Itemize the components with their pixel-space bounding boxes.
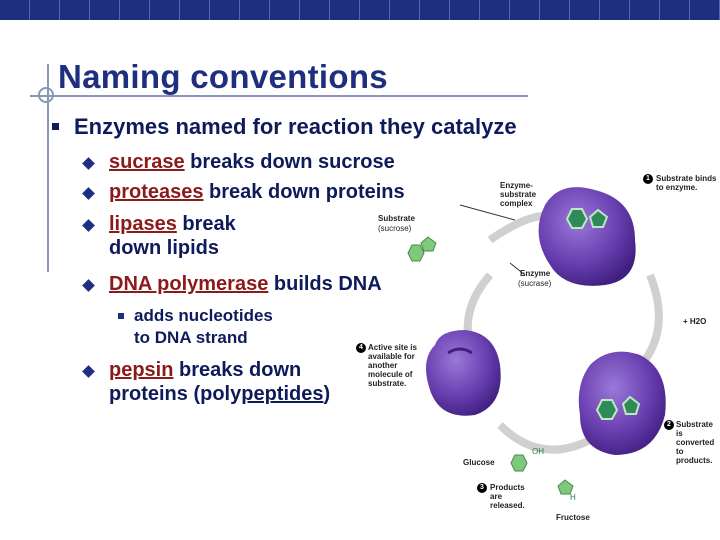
step3-label: Products are released. [490, 483, 525, 510]
item-text-line2: down lipids [109, 237, 219, 259]
item-text: break down proteins [203, 181, 405, 203]
cycle-arrow [645, 275, 659, 360]
water-label: + H2O [683, 317, 707, 326]
enzyme-name: sucrase [109, 151, 185, 173]
diamond-bullet-icon [82, 157, 95, 170]
step-number-badge: 4 [356, 343, 366, 353]
list-item [84, 272, 382, 296]
enzyme-name: proteases [109, 181, 204, 203]
sub-bullet-line1: adds nucleotides [134, 306, 273, 325]
enzyme-active-site-shape [426, 330, 501, 416]
glucose-hexagon-icon [567, 209, 587, 228]
item-text: breaks down [173, 359, 302, 381]
glucose-product-icon [597, 400, 617, 419]
sub-bullet [118, 305, 273, 349]
glucose-label: Glucose [463, 458, 495, 467]
enzyme-label: Enzyme [520, 269, 551, 278]
list-item [84, 212, 236, 260]
enzyme-products-shape [579, 352, 666, 455]
enzyme-sub-label: (sucrase) [518, 279, 552, 288]
crosshair-icon [38, 87, 54, 103]
diamond-bullet-icon [82, 279, 95, 292]
diamond-bullet-icon [82, 187, 95, 200]
item-text: builds DNA [268, 273, 382, 295]
item-text: breaks down sucrose [184, 151, 395, 173]
sub-bullet-line2: to DNA strand [134, 328, 248, 347]
square-bullet-icon [118, 313, 124, 319]
substrate-label: Substrate [378, 214, 415, 223]
diamond-bullet-icon [82, 365, 95, 378]
oh-label: OH [532, 447, 544, 456]
released-glucose-icon [511, 455, 527, 471]
diamond-bullet-icon [82, 219, 95, 232]
substrate-glucose-icon [408, 245, 424, 261]
released-fructose-icon [558, 480, 573, 494]
step-number-badge: 3 [477, 483, 487, 493]
step1-label: Substrate binds to enzyme. [656, 174, 717, 192]
main-bullet-text: Enzymes named for reaction they catalyze [74, 114, 517, 139]
h-label: H [570, 493, 576, 502]
step4-label: Active site is available for another molecule of substrate. [368, 343, 417, 388]
step-number-badge: 2 [664, 420, 674, 430]
enzyme-name: pepsin [109, 359, 174, 381]
item-text: break [176, 213, 236, 235]
enzyme-substrate-complex-label: Enzyme-substrate complex [500, 181, 537, 208]
list-item [84, 358, 330, 406]
substrate-sub-label: (sucrose) [378, 224, 412, 233]
main-bullet [52, 114, 517, 140]
enzyme-name: lipases [109, 213, 177, 235]
item-text-underlined: peptides [241, 383, 324, 405]
fructose-label: Fructose [556, 513, 590, 522]
enzyme-name: DNA polymerase [109, 273, 269, 295]
square-bullet-icon [52, 123, 59, 130]
item-text-line2: proteins (poly [109, 383, 242, 405]
item-text-close: ) [323, 383, 331, 405]
cycle-arrow [500, 425, 590, 450]
step-number-badge: 1 [643, 174, 653, 184]
step2-label: Substrate is converted to products. [676, 420, 715, 465]
substrate-fructose-icon [421, 237, 436, 251]
slide-title: Naming conventions [58, 58, 388, 95]
top-bar [0, 0, 720, 20]
